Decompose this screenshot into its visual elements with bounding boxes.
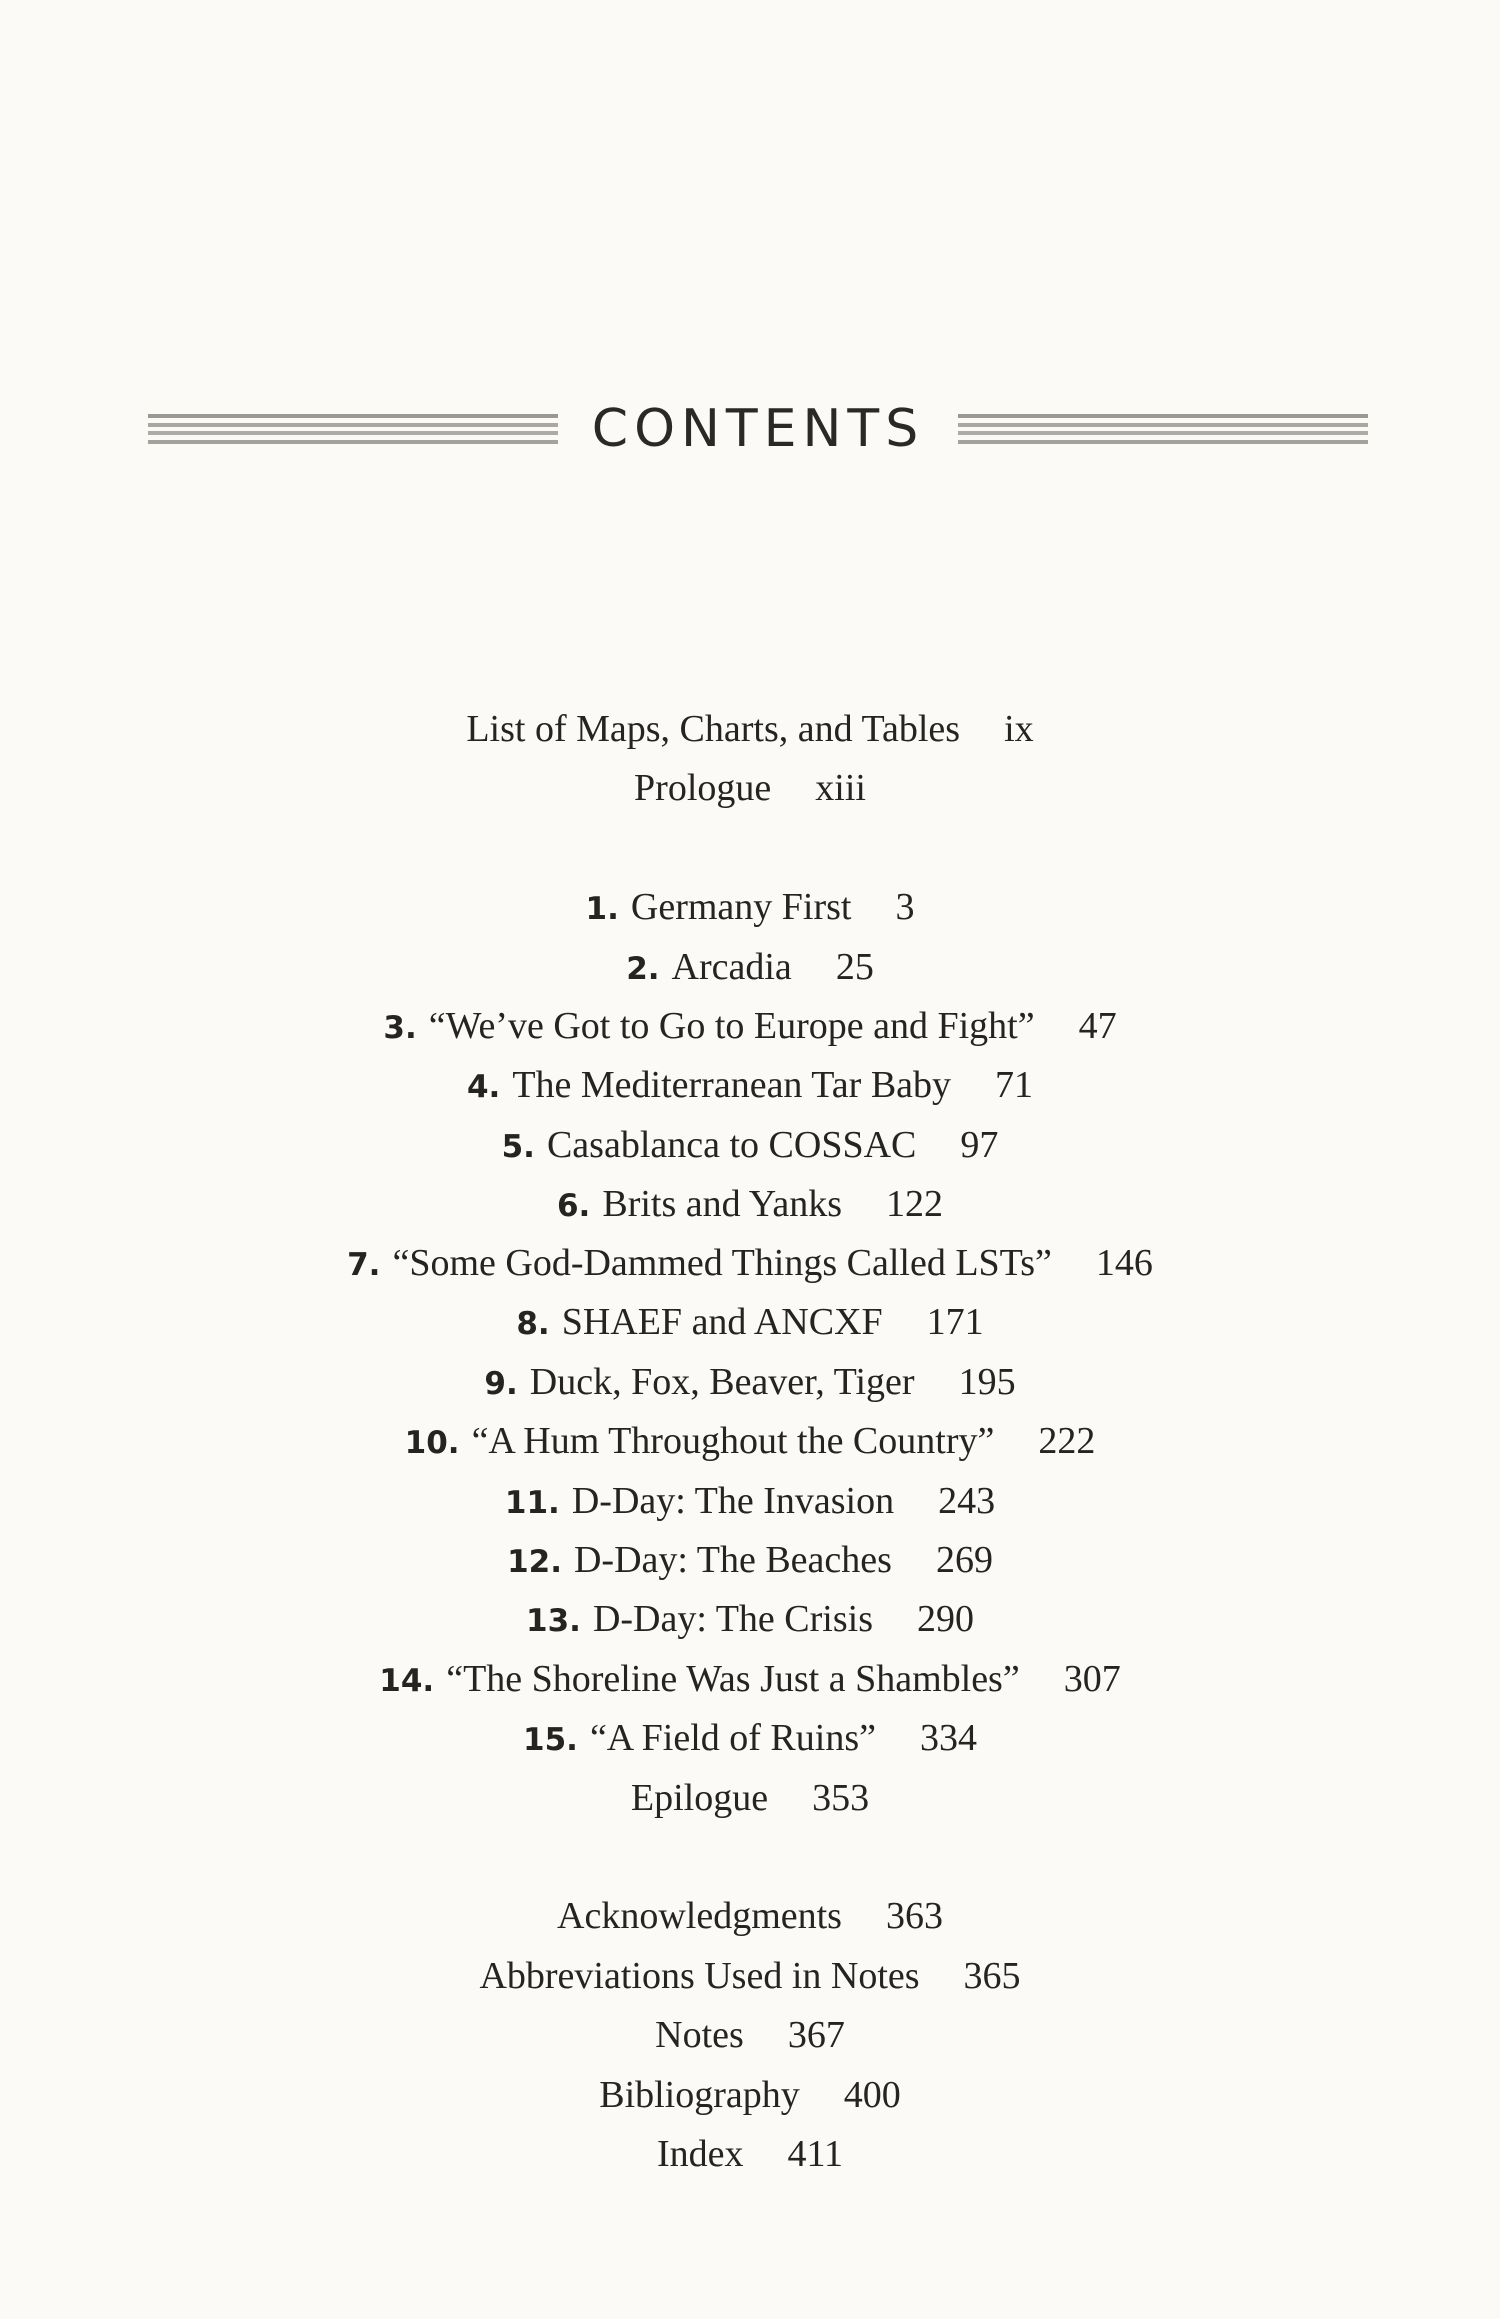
entry-title: Abbreviations Used in Notes <box>479 1955 920 1997</box>
entry-title: Arcadia <box>671 946 792 988</box>
toc-entry-chapter-3 <box>0 1003 1500 1051</box>
right-ornamental-rule <box>958 414 1368 444</box>
chapter-number: 11. <box>504 1485 560 1521</box>
toc-entry-chapter-6 <box>0 1181 1500 1229</box>
entry-page-number: 367 <box>787 2014 845 2056</box>
toc-entry-index <box>0 2131 1500 2177</box>
chapter-number: 15. <box>523 1722 578 1758</box>
entry-title: Casablanca to COSSAC <box>546 1124 917 1166</box>
entry-page-number: 290 <box>916 1598 974 1640</box>
toc-entry-chapter-8 <box>0 1299 1500 1347</box>
entry-title: The Mediterranean Tar Baby <box>512 1064 952 1106</box>
contents-header <box>148 392 1368 466</box>
chapter-number: 4. <box>466 1069 501 1105</box>
entry-page-number: 122 <box>886 1183 943 1225</box>
toc-entry-chapter-5 <box>0 1122 1500 1170</box>
toc-entry-chapter-10 <box>0 1418 1500 1466</box>
entry-title: “We’ve Got to Go to Europe and Fight” <box>428 1005 1035 1047</box>
entry-title: Bibliography <box>599 2074 800 2116</box>
toc-entry-chapter-9 <box>0 1359 1500 1407</box>
entry-page-number: 171 <box>926 1301 984 1343</box>
toc-entry-chapter-4 <box>0 1062 1500 1110</box>
entry-title: Brits and Yanks <box>602 1183 842 1225</box>
entry-title: “A Field of Ruins” <box>589 1717 876 1759</box>
chapter-number: 2. <box>626 951 660 987</box>
chapter-number: 7. <box>347 1247 381 1283</box>
toc-entry-chapter-15 <box>0 1715 1500 1763</box>
toc-entry-chapter-13 <box>0 1596 1500 1644</box>
chapter-number: 5. <box>501 1129 535 1165</box>
entry-title: D-Day: The Invasion <box>571 1480 895 1522</box>
entry-page-number: 269 <box>935 1539 993 1581</box>
entry-title: D-Day: The Beaches <box>573 1539 892 1581</box>
entry-title: “Some God-Dammed Things Called LSTs” <box>392 1242 1052 1284</box>
left-ornamental-rule <box>148 414 558 444</box>
entry-title: Epilogue <box>630 1777 769 1819</box>
chapter-number: 1. <box>585 891 619 927</box>
entry-title: D-Day: The Crisis <box>592 1598 873 1640</box>
entry-page-number: 25 <box>835 946 874 988</box>
entry-page-number: 411 <box>787 2133 844 2175</box>
entry-page-number: ix <box>1004 708 1034 750</box>
chapter-number: 10. <box>404 1425 460 1461</box>
page-title: CONTENTS <box>591 399 925 459</box>
entry-page-number: 71 <box>995 1064 1034 1106</box>
entry-page-number: 146 <box>1095 1242 1153 1284</box>
entry-page-number: 400 <box>843 2074 901 2116</box>
entry-title: Index <box>656 2133 744 2175</box>
chapter-number: 14. <box>379 1663 435 1699</box>
toc-entry-chapter-14 <box>0 1656 1500 1704</box>
entry-title: SHAEF and ANCXF <box>561 1301 883 1343</box>
entry-page-number: 363 <box>885 1895 943 1937</box>
entry-page-number: 222 <box>1038 1420 1096 1462</box>
toc-entry-epilogue <box>0 1775 1500 1821</box>
entry-title: Duck, Fox, Beaver, Tiger <box>529 1361 915 1403</box>
toc-entry-chapter-2 <box>0 944 1500 992</box>
entry-title: Acknowledgments <box>557 1895 842 1937</box>
chapter-number: 3. <box>383 1010 417 1046</box>
toc-entry-abbreviations <box>0 1953 1500 1999</box>
entry-page-number: 195 <box>958 1361 1016 1403</box>
toc-entry-acknowledgments <box>0 1893 1500 1939</box>
entry-title: Notes <box>655 2014 744 2056</box>
toc-entry-front-matter-maps <box>0 706 1500 752</box>
entry-title: Germany First <box>630 886 852 928</box>
toc-entry-chapter-1 <box>0 884 1500 932</box>
chapter-number: 12. <box>507 1544 562 1580</box>
entry-page-number: 307 <box>1063 1658 1121 1700</box>
entry-page-number: 47 <box>1078 1005 1117 1047</box>
entry-page-number: xiii <box>815 767 866 809</box>
entry-title: List of Maps, Charts, and Tables <box>466 708 961 750</box>
chapter-number: 9. <box>484 1366 518 1402</box>
chapter-number: 8. <box>516 1306 550 1342</box>
toc-entry-chapter-12 <box>0 1537 1500 1585</box>
entry-page-number: 334 <box>919 1717 977 1759</box>
entry-page-number: 243 <box>938 1480 996 1522</box>
chapter-number: 6. <box>556 1188 591 1224</box>
entry-page-number: 365 <box>963 1955 1021 1997</box>
entry-page-number: 97 <box>960 1124 999 1166</box>
toc-entry-bibliography <box>0 2072 1500 2118</box>
entry-title: “The Shoreline Was Just a Shambles” <box>446 1658 1020 1700</box>
entry-page-number: 3 <box>895 886 915 928</box>
toc-entry-prologue <box>0 765 1500 811</box>
toc-entry-chapter-11 <box>0 1478 1500 1526</box>
chapter-number: 13. <box>526 1603 581 1639</box>
toc-entry-chapter-7 <box>0 1240 1500 1288</box>
toc-entry-notes <box>0 2012 1500 2058</box>
entry-title: “A Hum Throughout the Country” <box>471 1420 995 1462</box>
entry-title: Prologue <box>634 767 772 809</box>
entry-page-number: 353 <box>812 1777 870 1819</box>
